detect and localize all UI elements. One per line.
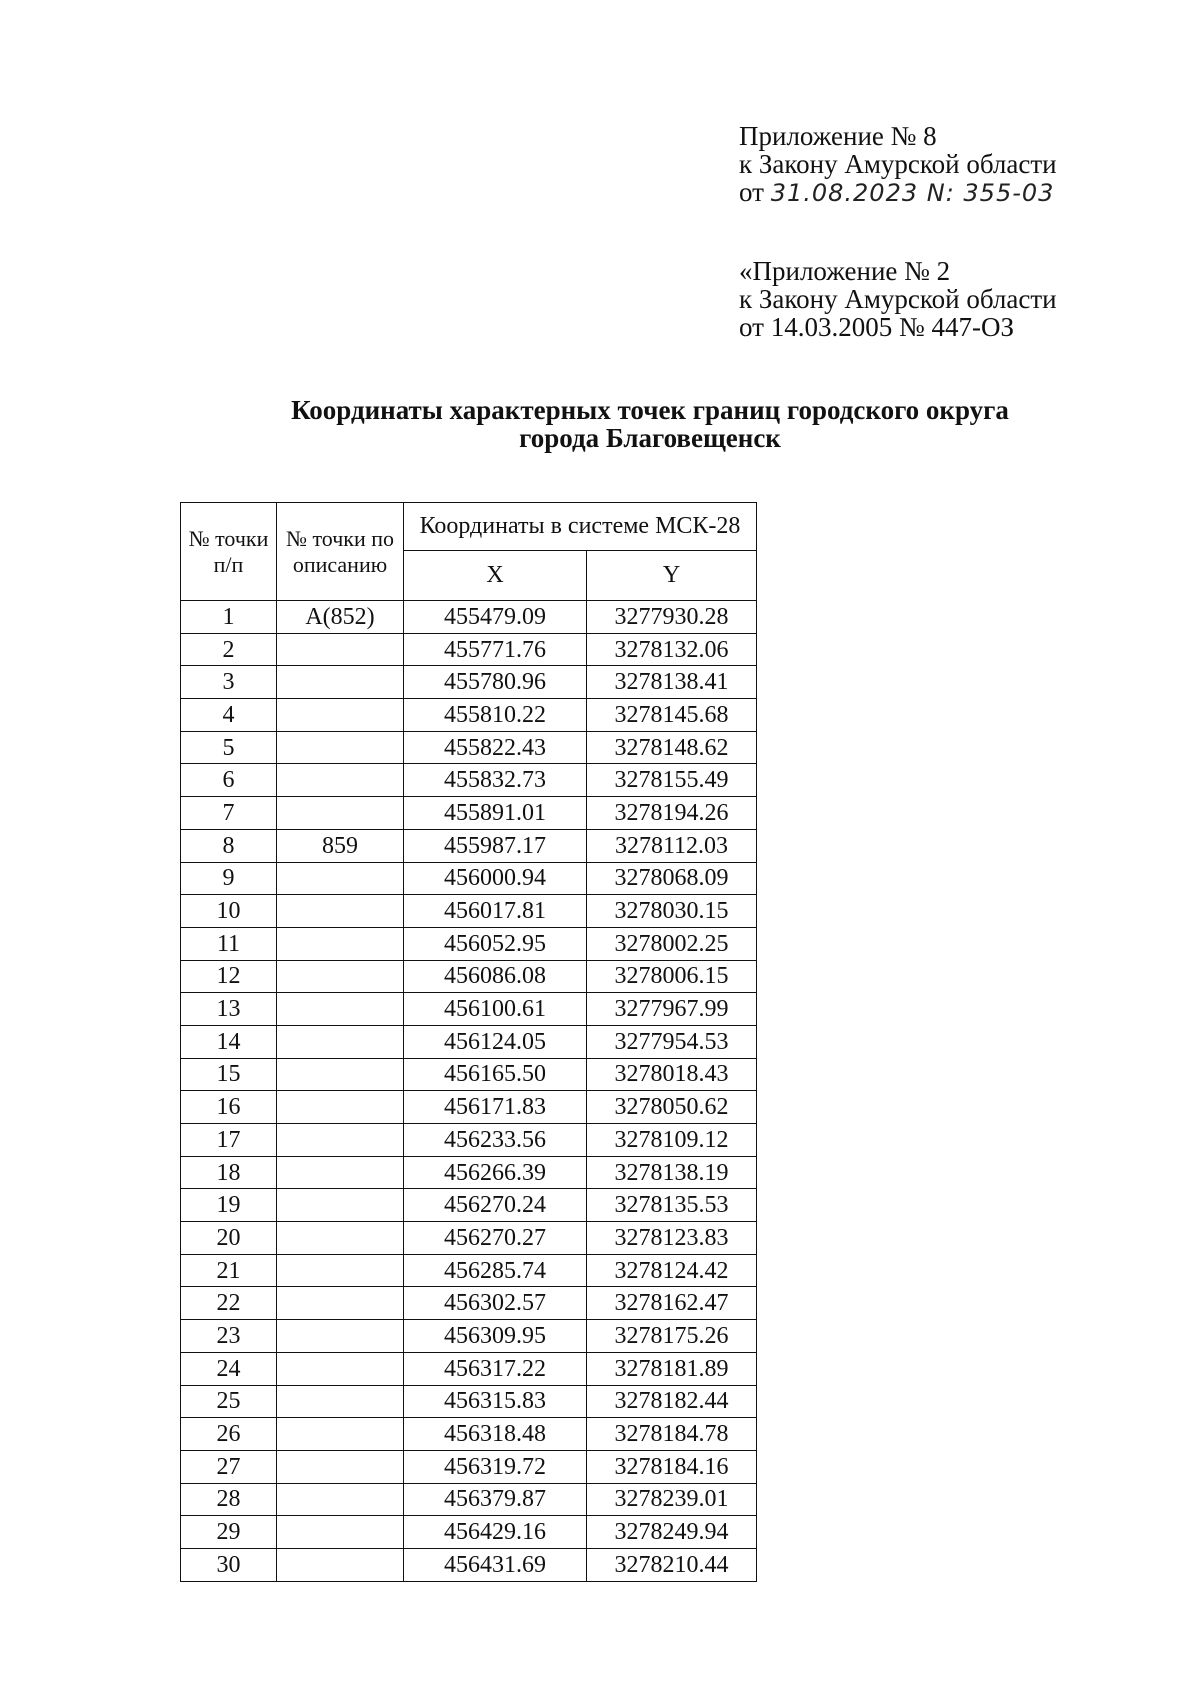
cell-description-point: А(852) [277, 601, 404, 634]
header-description-point: № точки по описанию [277, 503, 404, 601]
cell-y: 3278175.26 [587, 1320, 757, 1353]
table-row [181, 1287, 757, 1320]
table-row [181, 1025, 757, 1058]
cell-x: 456285.74 [404, 1254, 587, 1287]
cell-description-point [277, 1483, 404, 1516]
cell-x: 456165.50 [404, 1058, 587, 1091]
table-row [181, 1189, 757, 1222]
cell-point-number: 28 [181, 1483, 277, 1516]
cell-point-number: 2 [181, 633, 277, 666]
cell-description-point [277, 895, 404, 928]
cell-point-number: 6 [181, 764, 277, 797]
cell-x: 456086.08 [404, 960, 587, 993]
appendix-8-law: к Закону Амурской области [739, 149, 1057, 179]
cell-x: 456000.94 [404, 862, 587, 895]
coordinates-table [180, 502, 757, 1582]
cell-y: 3277967.99 [587, 993, 757, 1026]
cell-description-point [277, 699, 404, 732]
cell-y: 3277954.53 [587, 1025, 757, 1058]
header-point-number: № точки п/п [181, 503, 277, 601]
table-row [181, 731, 757, 764]
cell-x: 456309.95 [404, 1320, 587, 1353]
table-row [181, 1450, 757, 1483]
table-row [181, 862, 757, 895]
cell-description-point [277, 633, 404, 666]
cell-point-number: 3 [181, 666, 277, 699]
table-row [181, 993, 757, 1026]
table-row [181, 764, 757, 797]
cell-description-point [277, 731, 404, 764]
cell-y: 3278184.16 [587, 1450, 757, 1483]
cell-x: 455822.43 [404, 731, 587, 764]
table-row [181, 960, 757, 993]
cell-point-number: 13 [181, 993, 277, 1026]
cell-x: 456270.24 [404, 1189, 587, 1222]
handwritten-date-number: 31.08.2023 N: 355-03 [770, 179, 1055, 207]
cell-description-point [277, 1287, 404, 1320]
cell-description-point [277, 1025, 404, 1058]
cell-x: 456270.27 [404, 1222, 587, 1255]
cell-x: 456302.57 [404, 1287, 587, 1320]
table-row [181, 1548, 757, 1581]
cell-y: 3278138.19 [587, 1156, 757, 1189]
cell-x: 456319.72 [404, 1450, 587, 1483]
cell-point-number: 27 [181, 1450, 277, 1483]
cell-x: 456315.83 [404, 1385, 587, 1418]
appendix-2-title: «Приложение № 2 [739, 256, 951, 286]
cell-point-number: 17 [181, 1124, 277, 1157]
cell-y: 3278123.83 [587, 1222, 757, 1255]
table-body [181, 601, 757, 1582]
cell-y: 3278194.26 [587, 797, 757, 830]
cell-y: 3278148.62 [587, 731, 757, 764]
appendix-8-date-line [739, 178, 1057, 207]
cell-x: 456318.48 [404, 1418, 587, 1451]
cell-y: 3278002.25 [587, 927, 757, 960]
cell-point-number: 12 [181, 960, 277, 993]
cell-y: 3278184.78 [587, 1418, 757, 1451]
cell-y: 3278050.62 [587, 1091, 757, 1124]
cell-y: 3278135.53 [587, 1189, 757, 1222]
cell-x: 456431.69 [404, 1548, 587, 1581]
cell-x: 456266.39 [404, 1156, 587, 1189]
cell-x: 455780.96 [404, 666, 587, 699]
cell-description-point [277, 927, 404, 960]
cell-point-number: 19 [181, 1189, 277, 1222]
cell-x: 456100.61 [404, 993, 587, 1026]
cell-description-point [277, 862, 404, 895]
table-row [181, 1124, 757, 1157]
cell-x: 456052.95 [404, 927, 587, 960]
cell-y: 3278112.03 [587, 829, 757, 862]
header-coordinates: Координаты в системе МСК-28 [404, 503, 757, 551]
cell-point-number: 25 [181, 1385, 277, 1418]
cell-description-point [277, 1254, 404, 1287]
cell-point-number: 9 [181, 862, 277, 895]
header-x: X [404, 551, 587, 601]
cell-description-point [277, 1320, 404, 1353]
cell-description-point [277, 1516, 404, 1549]
cell-description-point [277, 1548, 404, 1581]
table-row [181, 927, 757, 960]
appendix-8-block [739, 122, 1057, 207]
cell-point-number: 22 [181, 1287, 277, 1320]
cell-point-number: 15 [181, 1058, 277, 1091]
cell-description-point [277, 1156, 404, 1189]
cell-description-point [277, 797, 404, 830]
cell-description-point [277, 666, 404, 699]
table-row [181, 1418, 757, 1451]
cell-y: 3278006.15 [587, 960, 757, 993]
table-row [181, 1352, 757, 1385]
table-row [181, 1091, 757, 1124]
table-row [181, 1516, 757, 1549]
cell-description-point [277, 1091, 404, 1124]
appendix-8-title: Приложение № 8 [739, 121, 937, 151]
cell-x: 455771.76 [404, 633, 587, 666]
document-title [160, 396, 1140, 452]
cell-x: 456171.83 [404, 1091, 587, 1124]
table-row [181, 1058, 757, 1091]
table-row [181, 601, 757, 634]
cell-description-point [277, 1222, 404, 1255]
cell-x: 455479.09 [404, 601, 587, 634]
cell-point-number: 14 [181, 1025, 277, 1058]
cell-x: 456317.22 [404, 1352, 587, 1385]
appendix-8-date-prefix: от [739, 177, 764, 207]
cell-description-point [277, 1418, 404, 1451]
table-row [181, 1222, 757, 1255]
cell-point-number: 18 [181, 1156, 277, 1189]
cell-y: 3278145.68 [587, 699, 757, 732]
cell-y: 3278030.15 [587, 895, 757, 928]
cell-description-point: 859 [277, 829, 404, 862]
cell-point-number: 21 [181, 1254, 277, 1287]
cell-y: 3278018.43 [587, 1058, 757, 1091]
cell-description-point [277, 1385, 404, 1418]
cell-point-number: 29 [181, 1516, 277, 1549]
cell-y: 3278068.09 [587, 862, 757, 895]
appendix-2-block [739, 257, 1057, 341]
cell-y: 3278155.49 [587, 764, 757, 797]
table-row [181, 666, 757, 699]
table-row [181, 633, 757, 666]
cell-point-number: 30 [181, 1548, 277, 1581]
table-row [181, 797, 757, 830]
cell-x: 455832.73 [404, 764, 587, 797]
cell-y: 3278182.44 [587, 1385, 757, 1418]
cell-description-point [277, 764, 404, 797]
cell-point-number: 16 [181, 1091, 277, 1124]
cell-point-number: 8 [181, 829, 277, 862]
title-line-1: Координаты характерных точек границ городского округа [291, 395, 1009, 425]
cell-y: 3277930.28 [587, 601, 757, 634]
appendix-2-date: от 14.03.2005 № 447-ОЗ [739, 312, 1014, 342]
table-row [181, 829, 757, 862]
title-line-2: города Благовещенск [519, 423, 781, 453]
table-row [181, 1483, 757, 1516]
cell-y: 3278138.41 [587, 666, 757, 699]
cell-description-point [277, 1124, 404, 1157]
header-y: Y [587, 551, 757, 601]
cell-description-point [277, 1058, 404, 1091]
cell-y: 3278132.06 [587, 633, 757, 666]
cell-x: 456233.56 [404, 1124, 587, 1157]
cell-point-number: 24 [181, 1352, 277, 1385]
table-row [181, 1156, 757, 1189]
cell-point-number: 7 [181, 797, 277, 830]
table-row [181, 1320, 757, 1353]
cell-y: 3278249.94 [587, 1516, 757, 1549]
table-row [181, 895, 757, 928]
cell-y: 3278239.01 [587, 1483, 757, 1516]
appendix-2-law: к Закону Амурской области [739, 284, 1057, 314]
cell-point-number: 1 [181, 601, 277, 634]
cell-y: 3278181.89 [587, 1352, 757, 1385]
cell-point-number: 5 [181, 731, 277, 764]
cell-description-point [277, 1352, 404, 1385]
cell-y: 3278210.44 [587, 1548, 757, 1581]
cell-point-number: 26 [181, 1418, 277, 1451]
cell-x: 455810.22 [404, 699, 587, 732]
cell-point-number: 23 [181, 1320, 277, 1353]
cell-point-number: 4 [181, 699, 277, 732]
cell-point-number: 20 [181, 1222, 277, 1255]
cell-y: 3278162.47 [587, 1287, 757, 1320]
cell-x: 456124.05 [404, 1025, 587, 1058]
cell-x: 456379.87 [404, 1483, 587, 1516]
cell-description-point [277, 1450, 404, 1483]
cell-description-point [277, 993, 404, 1026]
cell-y: 3278124.42 [587, 1254, 757, 1287]
cell-x: 456017.81 [404, 895, 587, 928]
cell-description-point [277, 960, 404, 993]
cell-y: 3278109.12 [587, 1124, 757, 1157]
cell-description-point [277, 1189, 404, 1222]
table-row [181, 699, 757, 732]
table-row [181, 1254, 757, 1287]
cell-point-number: 10 [181, 895, 277, 928]
cell-x: 455987.17 [404, 829, 587, 862]
cell-point-number: 11 [181, 927, 277, 960]
cell-x: 456429.16 [404, 1516, 587, 1549]
cell-x: 455891.01 [404, 797, 587, 830]
table-row [181, 1385, 757, 1418]
